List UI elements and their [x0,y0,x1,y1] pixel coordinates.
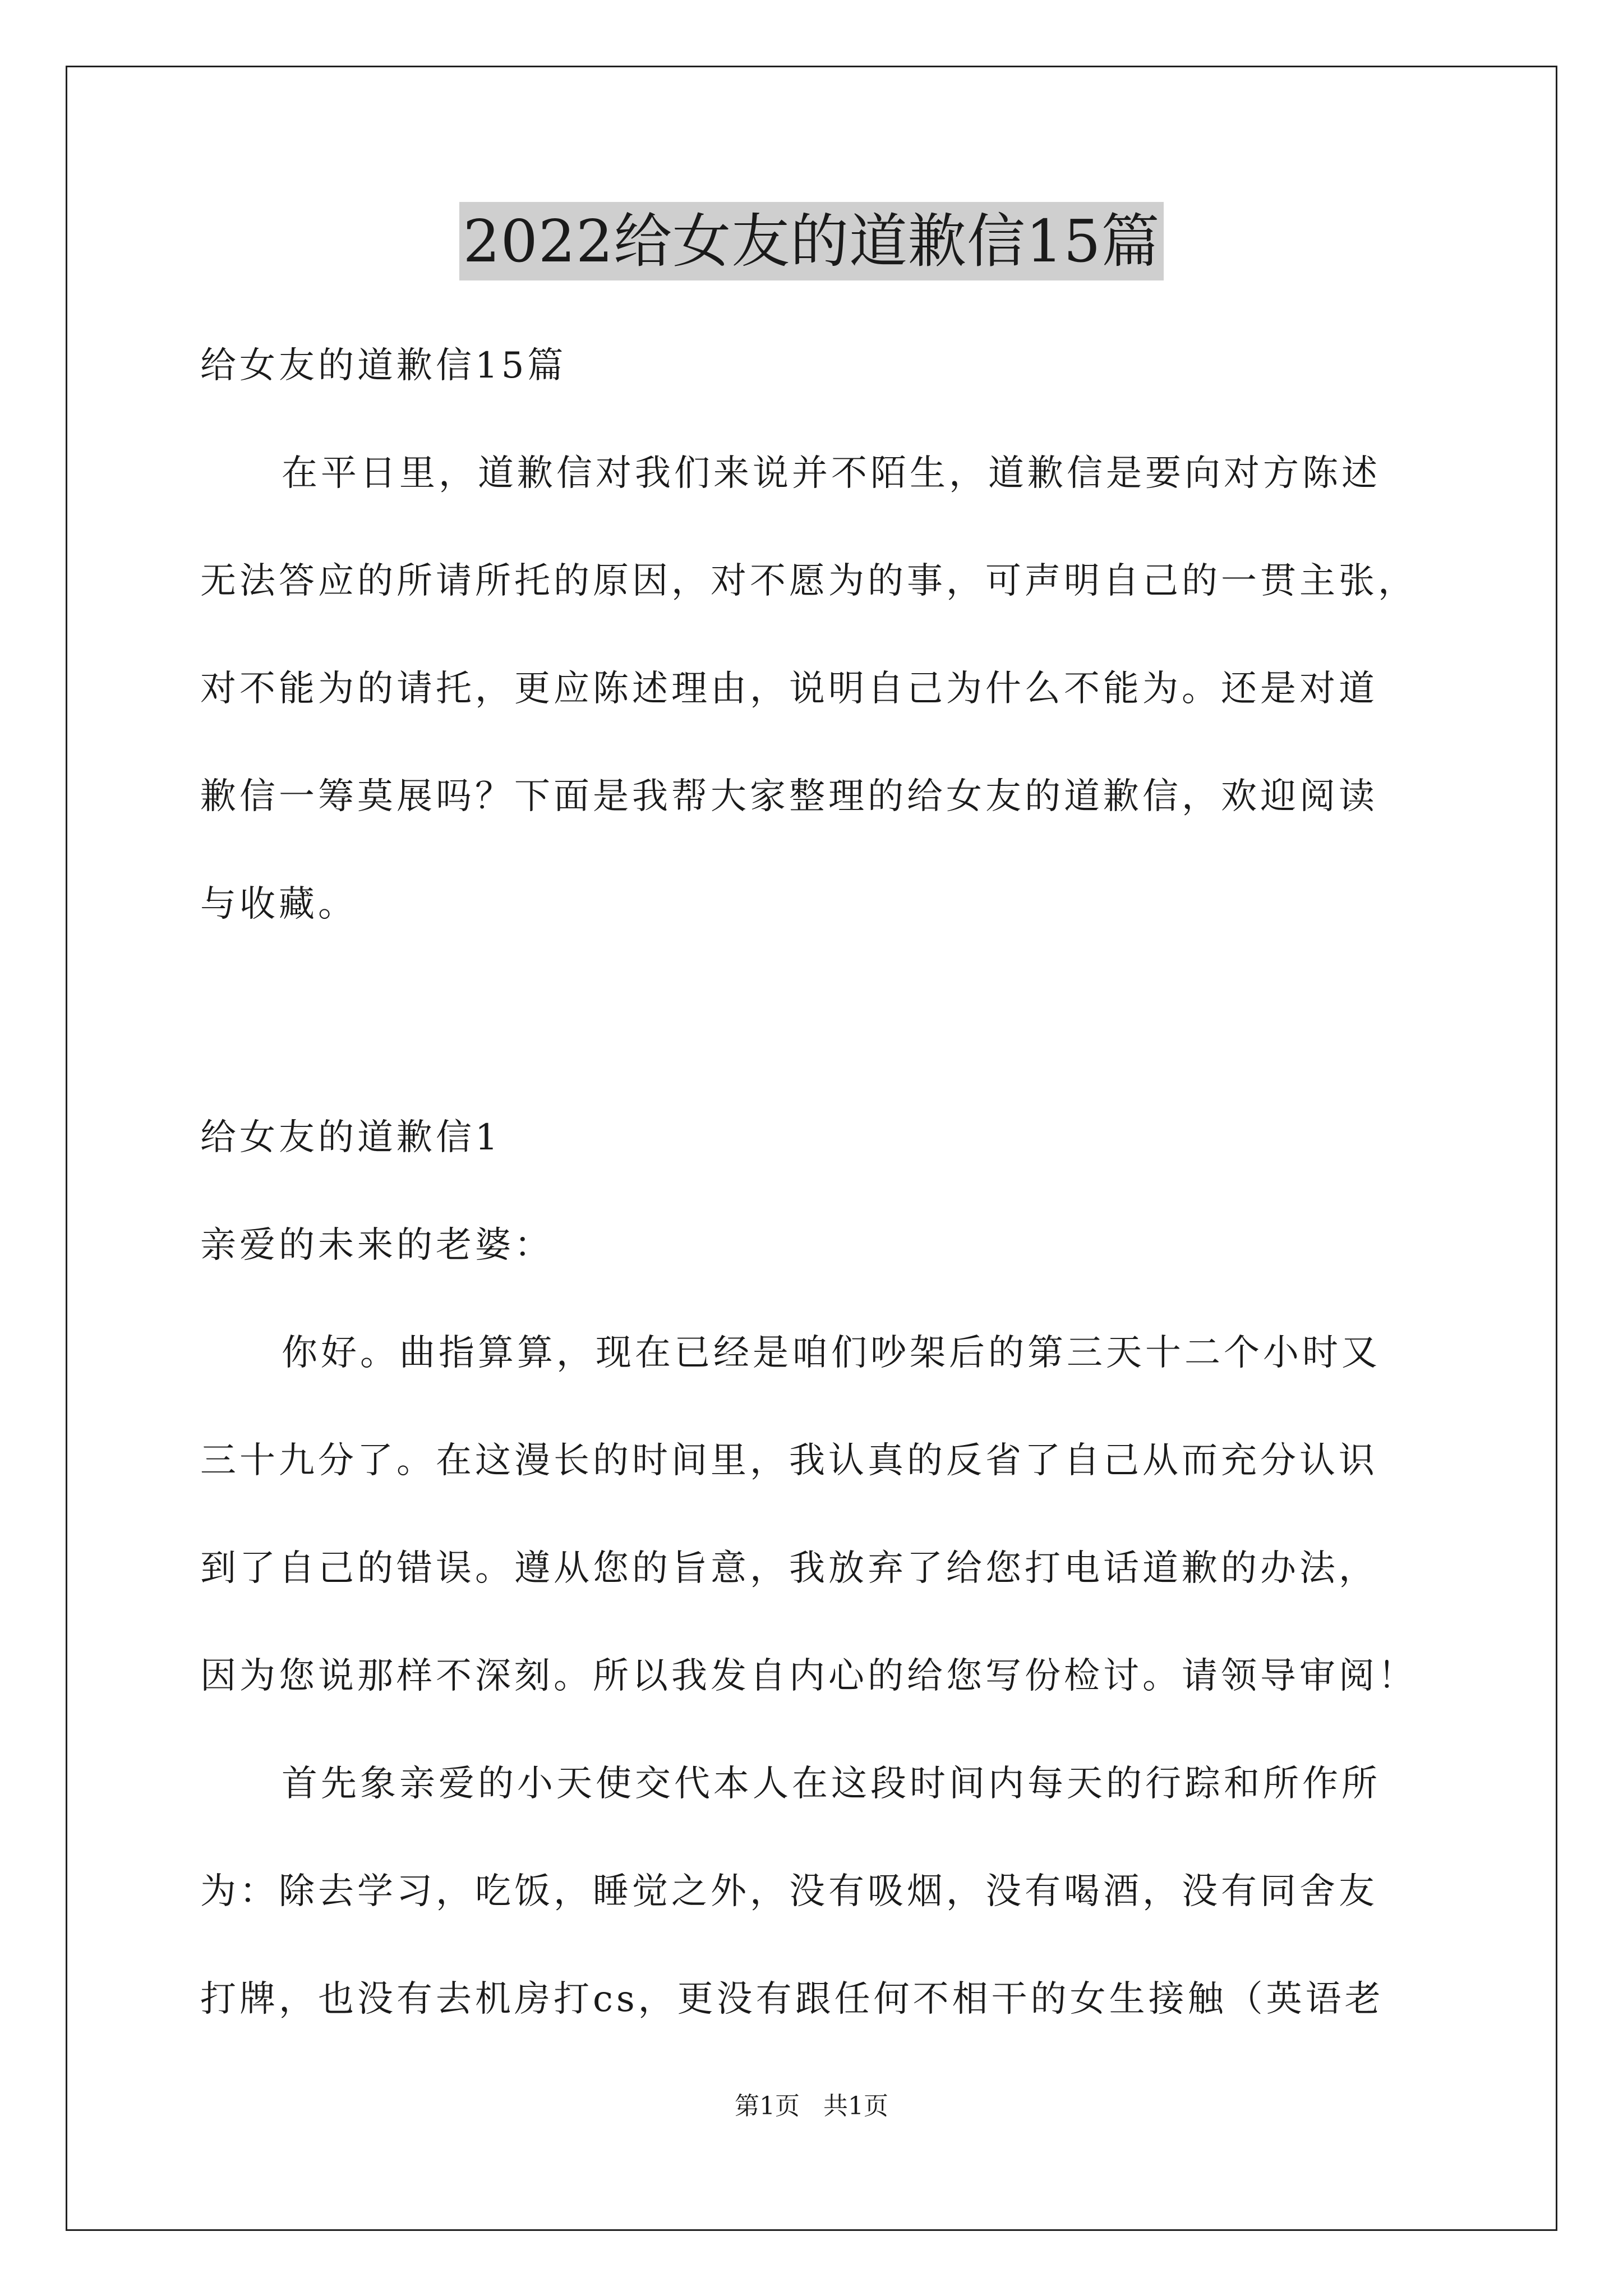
paragraph-line: 首先象亲爱的小天使交代本人在这段时间内每天的行踪和所作所 [282,1763,1381,1805]
intro-line: 歉信一筹莫展吗？下面是我帮大家整理的给女友的道歉信，欢迎阅读 [200,776,1378,817]
paragraph-line: 打牌，也没有去机房打cs，更没有跟任何不相干的女生接触（英语老 [200,1978,1384,2020]
section-heading: 给女友的道歉信1 [200,1117,501,1158]
paragraph-line: 到了自己的错误。遵从您的旨意，我放弃了给您打电话道歉的办法， [200,1548,1378,1589]
paragraph-line: 你好。曲指算算，现在已经是咱们吵架后的第三天十二个小时又 [282,1332,1381,1374]
paragraph-line: 因为您说那样不深刻。所以我发自内心的给您写份检讨。请领导审阅！ [200,1655,1417,1697]
intro-line: 无法答应的所请所托的原因，对不愿为的事，可声明自己的一贯主张， [200,560,1417,602]
document-subtitle: 给女友的道歉信15篇 [200,345,567,386]
paragraph-line: 三十九分了。在这漫长的时间里，我认真的反省了自己从而充分认识 [200,1440,1378,1481]
section-gap [200,958,1434,1084]
intro-line: 与收藏。 [200,884,357,925]
intro-line: 对不能为的请托，更应陈述理由，说明自己为什么不能为。还是对道 [200,668,1378,710]
title-container [0,202,1623,280]
intro-line: 在平日里，道歉信对我们来说并不陌生，道歉信是要向对方陈述 [282,453,1381,494]
paragraph-line: 为：除去学习，吃饭，睡觉之外，没有吸烟，没有喝酒，没有同舍友 [200,1871,1378,1912]
page-number: 第1页 共1页 [735,2092,888,2120]
salutation: 亲爱的未来的老婆： [200,1225,554,1266]
document-title: 2022给女友的道歉信15篇 [459,202,1163,280]
document-body [200,312,1434,2053]
